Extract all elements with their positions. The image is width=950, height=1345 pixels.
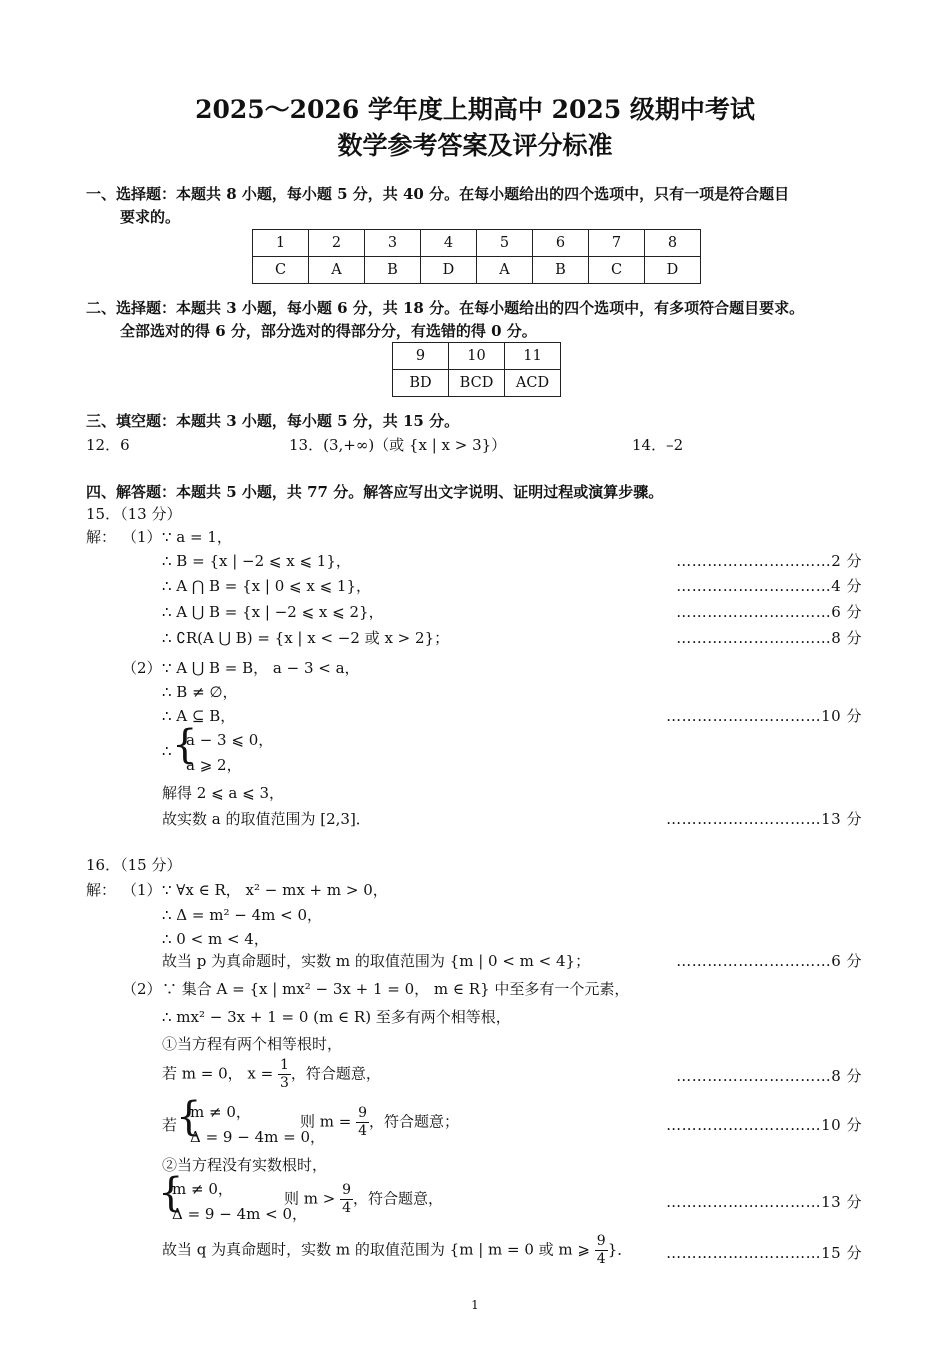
table-cell: D [421,257,477,284]
table-cell: 9 [393,343,449,370]
table-cell: B [533,257,589,284]
q15-line: ∴ A ⊆ B， [162,707,236,725]
table-cell: 11 [505,343,561,370]
table-cell: 8 [645,230,701,257]
q15-line: ∵ a = 1， [162,528,232,546]
table-cell: C [253,257,309,284]
q16-case1a [162,1057,381,1092]
table-row [253,230,701,257]
q16-line: ∴ 0 < m < 4， [162,930,269,948]
part1-answer-table [252,229,701,284]
score-marker: …………………………15 分 [666,1244,862,1262]
table-cell: D [645,257,701,284]
q16-line: ∴ Δ = m² − 4m < 0， [162,906,323,924]
case2-text: 则 m > [284,1189,336,1208]
q16-part2-label: （2） [122,980,162,998]
table-cell: 4 [421,230,477,257]
table-cell: 2 [309,230,365,257]
score-marker: …………………………13 分 [666,810,862,828]
brace-symbol: { [172,722,198,768]
table-cell: BCD [449,370,505,397]
table-cell: 1 [253,230,309,257]
score-marker: …………………………6 分 [676,952,862,970]
q15-solution-label: 解： [86,528,117,546]
score-marker: …………………………8 分 [676,629,862,647]
q16-conclusion [162,1233,632,1268]
conclusion-text-end: }． [607,1240,633,1259]
q15-line: ∴ A ⋂ B = {x | 0 ⩽ x ⩽ 1}， [162,577,372,595]
answer-13: 13．(3,+∞)（或 {x | x > 3}） [289,436,507,454]
q15-line: ∵ A ⋃ B = B， a − 3 < a， [162,659,360,677]
fraction [340,1182,353,1217]
therefore-symbol: ∴ [162,742,172,760]
fraction-denominator: 3 [280,1075,289,1091]
table-cell: 7 [589,230,645,257]
answer-14: 14．–2 [632,436,684,454]
score-marker: …………………………8 分 [676,1067,862,1085]
table-cell: ACD [505,370,561,397]
q15-line: 解得 2 ⩽ a ⩽ 3， [162,784,285,802]
score-marker: …………………………13 分 [666,1193,862,1211]
q16-case2-result [284,1182,443,1217]
title-line-2: 数学参考答案及评分标准 [337,131,613,160]
q16-case1b-result [300,1105,459,1140]
fraction-denominator: 4 [358,1123,368,1139]
q16-case1-heading: ①当方程有两个相等根时， [162,1035,343,1053]
fraction [356,1105,369,1140]
q15-line: ∴ A ⋃ B = {x | −2 ⩽ x ⩽ 2}， [162,603,384,621]
case1a-text: 若 m = 0， x = [162,1064,274,1083]
part2-heading: 二、选择题：本题共 3 小题，每小题 6 分，共 18 分。在每小题给出的四个选项中，有多项符合题目要求。 [86,299,805,317]
score-marker: …………………………4 分 [676,577,862,595]
q16-line: 故当 p 为真命题时，实数 m 的取值范围为 {m | 0 < m < 4}； [162,952,591,970]
q16-case2-heading: ②当方程没有实数根时， [162,1156,328,1174]
case1a-text-end: ，符合题意， [290,1064,381,1083]
part2-answer-table [392,342,561,397]
part2-heading-cont: 全部选对的得 6 分，部分选对的得部分分，有选错的得 0 分。 [120,322,537,340]
q16-solution-label: 解： [86,881,117,899]
part3-heading: 三、填空题：本题共 3 小题，每小题 5 分，共 15 分。 [86,412,460,430]
q15-line: ∴ B ≠ ∅， [162,683,238,701]
q16-line: ∴ mx² − 3x + 1 = 0 (m ∈ R) 至多有两个相等根， [162,1008,511,1026]
table-cell: 10 [449,343,505,370]
q16-part1-label: （1） [122,881,162,899]
score-marker: …………………………10 分 [666,707,862,725]
fraction-denominator: 4 [596,1251,606,1267]
brace-symbol: { [158,1170,184,1216]
table-cell: 3 [365,230,421,257]
q15-part2-label: （2） [122,659,162,677]
q16-system-line: m ≠ 0， [172,1180,233,1198]
part1-heading: 一、选择题：本题共 8 小题，每小题 5 分，共 40 分。在每小题给出的四个选项中，只有一项是符合题目 [86,185,790,203]
table-cell: 5 [477,230,533,257]
table-cell: C [589,257,645,284]
table-cell: A [309,257,365,284]
q15-line: 故实数 a 的取值范围为 [2,3]． [162,810,371,828]
part4-heading: 四、解答题：本题共 5 小题，共 77 分。解答应写出文字说明、证明过程或演算步骤。 [86,483,664,501]
q15-line: ∴ B = {x | −2 ⩽ x ⩽ 1}， [162,552,351,570]
case1b-text-end: ，符合题意； [369,1112,460,1131]
q16-system-line: Δ = 9 − 4m = 0， [190,1128,326,1146]
brace-symbol: { [176,1094,202,1140]
fraction-numerator: 9 [596,1233,606,1249]
case2-text-end: ，符合题意， [353,1189,444,1208]
table-cell: 6 [533,230,589,257]
title-line-1: 2025～2026 学年度上期高中 2025 级期中考试 [195,95,755,124]
q15-system-line: a − 3 ⩽ 0， [186,731,274,749]
q15-system-line: a ⩾ 2， [186,756,242,774]
q16-line: ∵ ∀x ∈ R， x² − mx + m > 0， [162,881,388,899]
fraction [278,1057,291,1092]
table-row [393,370,561,397]
page-number: 1 [471,1298,479,1312]
fraction-numerator: 9 [342,1182,352,1198]
fraction-numerator: 1 [280,1057,289,1073]
table-row [253,257,701,284]
table-cell: B [365,257,421,284]
q16-label: 16．（15 分） [86,856,182,874]
q15-label: 15．（13 分） [86,505,182,523]
fraction [595,1233,608,1268]
q15-part1-label: （1） [122,528,162,546]
case1b-text: 则 m = [300,1112,352,1131]
fraction-denominator: 4 [342,1200,352,1216]
table-cell: A [477,257,533,284]
fraction-numerator: 9 [358,1105,368,1121]
score-marker: …………………………10 分 [666,1116,862,1134]
answer-12: 12．6 [86,436,130,454]
q15-line: ∴ ∁R(A ⋃ B) = {x | x < −2 或 x > 2}； [162,629,450,647]
part1-heading-cont: 要求的。 [120,208,181,226]
q16-system-line: Δ = 9 − 4m < 0， [172,1205,308,1223]
table-row [393,343,561,370]
q16-line: ∵ 集合 A = {x | mx² − 3x + 1 = 0， m ∈ R} 中至多有一个元素， [162,980,630,998]
score-marker: …………………………2 分 [676,552,862,570]
score-marker: …………………………6 分 [676,603,862,621]
conclusion-text: 故当 q 为真命题时，实数 m 的取值范围为 {m | m = 0 或 m ⩾ [162,1240,590,1259]
table-cell: BD [393,370,449,397]
q16-case1b-prefix: 若 [162,1116,178,1134]
q16-system-line: m ≠ 0， [190,1103,251,1121]
